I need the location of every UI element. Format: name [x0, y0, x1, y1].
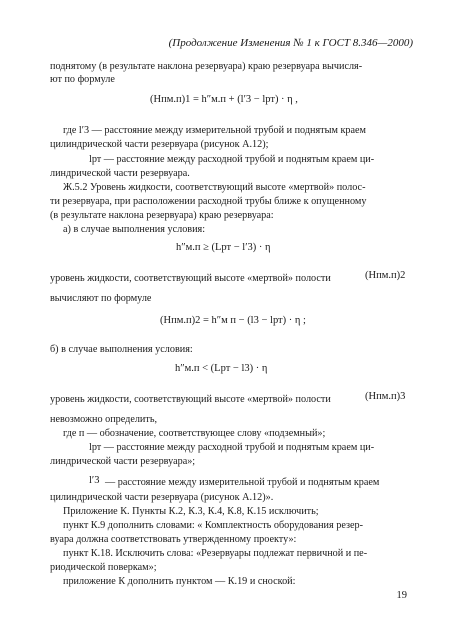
text-line: Приложение К. Пункты К.2, К.3, К.4, К.8, К.15 исключить;	[63, 506, 319, 517]
text-line: — расстояние между измерительной трубой и поднятым краем	[105, 477, 380, 488]
text-line: где п — обозначение, соответствующее слову «подземный»;	[63, 428, 326, 439]
text-line: lрт — расстояние между расходной трубой и поднятым краем ци-	[89, 154, 375, 165]
text-line: невозможно определить,	[50, 414, 158, 425]
text-line: вуара должна соответствовать утвержденному проекту»:	[50, 534, 297, 545]
formula-4-ref: (Hпм.п)3	[365, 391, 406, 402]
formula-2: h″м.п ≥ (Lрт − l′3) · η	[176, 242, 271, 253]
text-line: уровень жидкости, соответствующий высоте «мертвой» полости	[50, 394, 331, 405]
formula-4: h″м.п < (Lрт − l3) · η	[175, 363, 268, 374]
text-line: а) в случае выполнения условия:	[63, 224, 206, 235]
text-line: ют по формуле	[50, 74, 115, 85]
running-header: (Продолжение Изменения № 1 к ГОСТ 8.346—2000)	[168, 37, 413, 49]
page-number: 19	[396, 590, 407, 601]
text-line: б) в случае выполнения условия:	[50, 344, 193, 355]
text-line: ти резервуара, при расположении расходной трубы ближе к опущенному	[50, 196, 367, 207]
text-line: риодической поверкам»;	[50, 562, 157, 573]
text-line: где l′3 — расстояние между измерительной трубой и поднятым краем	[63, 125, 366, 136]
text-line: уровень жидкости, соответствующий высоте «мертвой» полости	[50, 273, 331, 284]
formula-1: (Hпм.п)1 = h″м.п + (l′3 − lрт) · η ,	[150, 94, 298, 105]
text-line: линдрической части резервуара.	[50, 168, 190, 179]
text-line: цилиндрической части резервуара (рисунок А.12);	[50, 139, 269, 150]
text-line: пункт К.9 дополнить словами: « Комплектность оборудования резер-	[63, 520, 364, 531]
text-line: поднятому (в результате наклона резервуара) краю резервуара вычисля-	[50, 61, 363, 72]
formula-3: (Hпм.п)2 = h″м п − (l3 − lрт) · η ;	[160, 315, 306, 326]
text-line: вычисляют по формуле	[50, 293, 152, 304]
formula-2-ref: (Hпм.п)2	[365, 270, 406, 281]
text-line: линдрической части резервуара»;	[50, 456, 196, 467]
formula-5-lead: l′3	[89, 475, 100, 486]
text-line: lрт — расстояние между расходной трубой и поднятым краем ци-	[89, 442, 375, 453]
text-line: приложение К дополнить пунктом — К.19 и сноской:	[63, 576, 296, 587]
text-line: пункт К.18. Исключить слова: «Резервуары подлежат первичной и пе-	[63, 548, 368, 559]
text-line: Ж.5.2 Уровень жидкости, соответствующий высоте «мертвой» полос-	[63, 182, 366, 193]
text-line: цилиндрической части резервуара (рисунок А.12)».	[50, 492, 274, 503]
text-line: (в результате наклона резервуара) краю резервуара:	[50, 210, 274, 221]
